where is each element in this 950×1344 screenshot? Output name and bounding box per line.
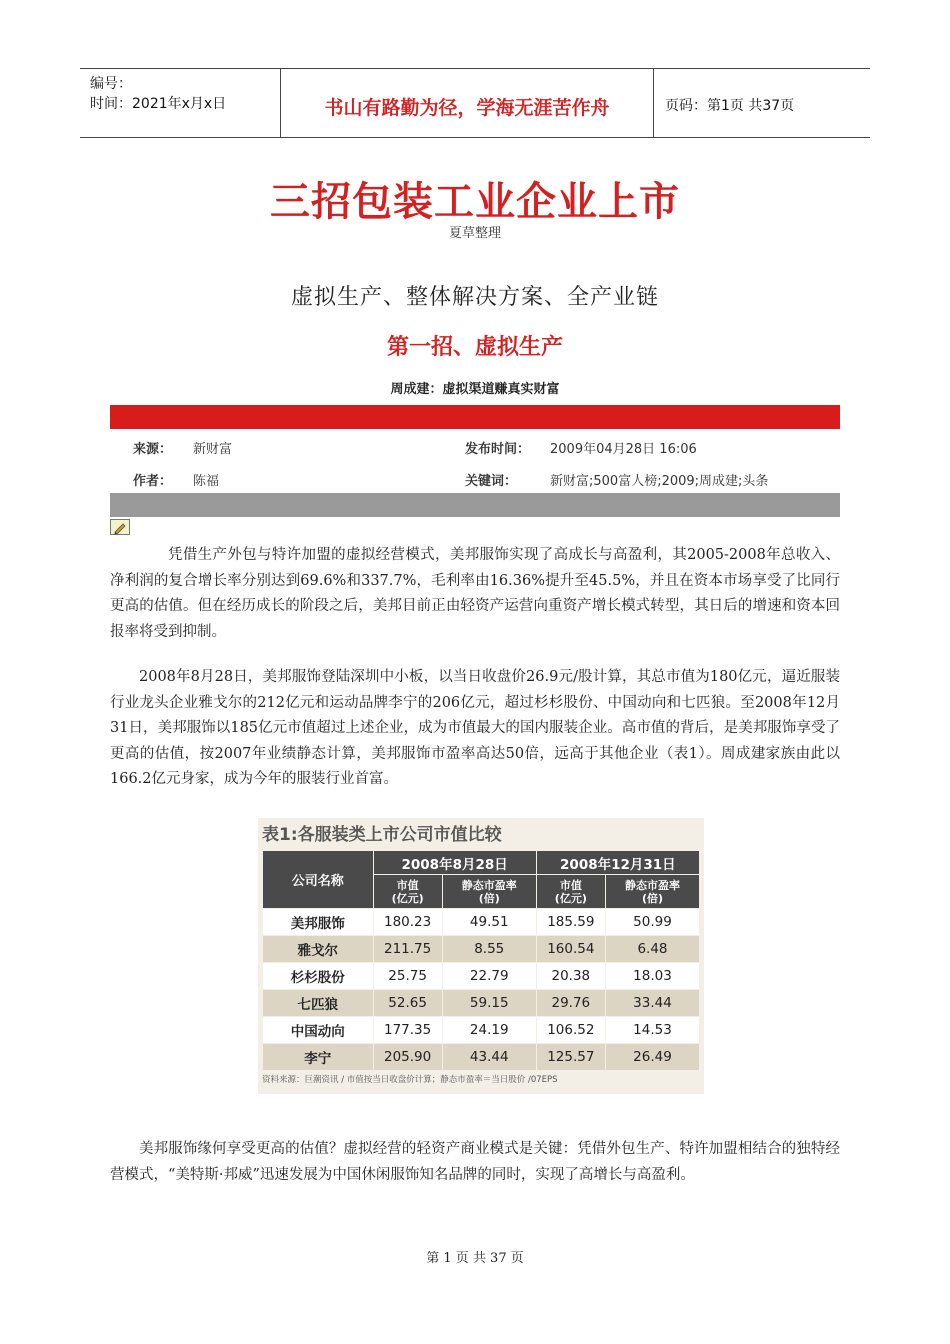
market-value-table <box>262 850 700 1071</box>
table-row: 雅戈尔 211.75 8.55 160.54 6.48 <box>263 936 700 963</box>
paragraph-2: 2008年8月28日，美邦服饰登陆深圳中小板，以当日收盘价26.9元/股计算，其总市值为180亿元，逼近服装行业龙头企业雅戈尔的212亿元和运动品牌李宁的206亿元，超过杉杉股份、中国动向和七匹狼。至2008年12月31日，美邦服饰以185亿元市值超过上述企业，成为市值最大的国内服装企业。高市值的背后，是美邦服饰享受了更高的估值，按2007年业绩静态计算，美邦服饰市盈率高达50倍，远高于其他企业（表1）。周成建家族由此以166.2亿元身家，成为今年的服装行业首富。 <box>110 669 840 787</box>
header-middle-cell <box>281 69 654 137</box>
meta-author-value: 陈福 <box>193 474 220 489</box>
table-source-note: 资料来源：巨潮资讯 / 市值按当日收盘价计算；静态市盈率＝当日股价 /07EPS <box>262 1075 558 1085</box>
table-title: 表1:各服装类上市公司市值比较 <box>262 825 502 845</box>
table-header-pe2: 静态市盈率 (倍) <box>605 875 699 909</box>
header-left-cell <box>80 69 281 137</box>
document-author: 夏草整理 <box>448 226 501 241</box>
market-value-table-figure <box>258 818 704 1094</box>
header-page-number: 页码：第1页 共37页 <box>665 98 795 114</box>
meta-keywords-label: 关键词： <box>465 474 518 489</box>
table-row: 李宁 205.90 43.44 125.57 26.49 <box>263 1044 700 1071</box>
table-header-mv2: 市值 (亿元) <box>536 875 605 909</box>
meta-date-value: 2009年04月28日 16:06 <box>550 442 697 457</box>
meta-source-value: 新财富 <box>193 442 233 457</box>
table-row: 美邦服饰 180.23 49.51 185.59 50.99 <box>263 909 700 936</box>
table-row: 中国动向 177.35 24.19 106.52 14.53 <box>263 1017 700 1044</box>
paragraph-3: 美邦服饰缘何享受更高的估值？虚拟经营的轻资产商业模式是关键：凭借外包生产、特许加盟相结合的独特经营模式，“美特斯·邦威”迅速发展为中国休闲服饰知名品牌的同时，实现了高增长与高盈利。 <box>110 1141 840 1183</box>
meta-source-label: 来源： <box>133 442 173 457</box>
document-title: 三招包装工业企业上市 <box>270 178 680 225</box>
page-footer: 第 1 页 共 37 页 <box>426 1251 524 1266</box>
meta-author-label: 作者： <box>133 474 173 489</box>
table-header-company: 公司名称 <box>263 851 374 909</box>
page-header <box>80 68 870 138</box>
meta-keywords-value: 新财富;500富人榜;2009;周成建;头条 <box>550 474 769 489</box>
document-subtitle: 虚拟生产、整体解决方案、全产业链 <box>290 285 659 310</box>
gray-divider-bar <box>110 493 840 517</box>
red-divider-bar <box>110 405 840 429</box>
table-row: 七匹狼 52.65 59.15 29.76 33.44 <box>263 990 700 1017</box>
edit-icon[interactable] <box>110 519 130 535</box>
header-motto: 书山有路勤为径，学海无涯苦作舟 <box>324 97 610 119</box>
table-header-pe1: 静态市盈率 (倍) <box>442 875 536 909</box>
paragraph-1: 凭借生产外包与特许加盟的虚拟经营模式，美邦服饰实现了高成长与高盈利，其2005-2008年总收入、净利润的复合增长率分别达到69.6%和337.7%，毛利率由16.36%提升至45.5%，并且在资本市场享受了比同行更高的估值。但在经历成长的阶段之后，美邦目前正由轻资产运营向重资产增长模式转型，其日后的增速和资本回报率将受到抑制。 <box>110 547 840 640</box>
table-header-mv1: 市值 (亿元) <box>373 875 442 909</box>
table-row: 杉杉股份 25.75 22.79 20.38 18.03 <box>263 963 700 990</box>
table-header-date1: 2008年8月28日 <box>373 851 536 875</box>
header-right-cell <box>655 69 870 137</box>
section-heading: 第一招、虚拟生产 <box>386 334 563 360</box>
meta-date-label: 发布时间： <box>465 442 531 457</box>
table-header-date2: 2008年12月31日 <box>536 851 699 875</box>
document-code: 编号： <box>90 76 132 92</box>
article-title: 周成建：虚拟渠道赚真实财富 <box>390 382 560 397</box>
document-date: 时间：2021年x月x日 <box>90 96 227 112</box>
